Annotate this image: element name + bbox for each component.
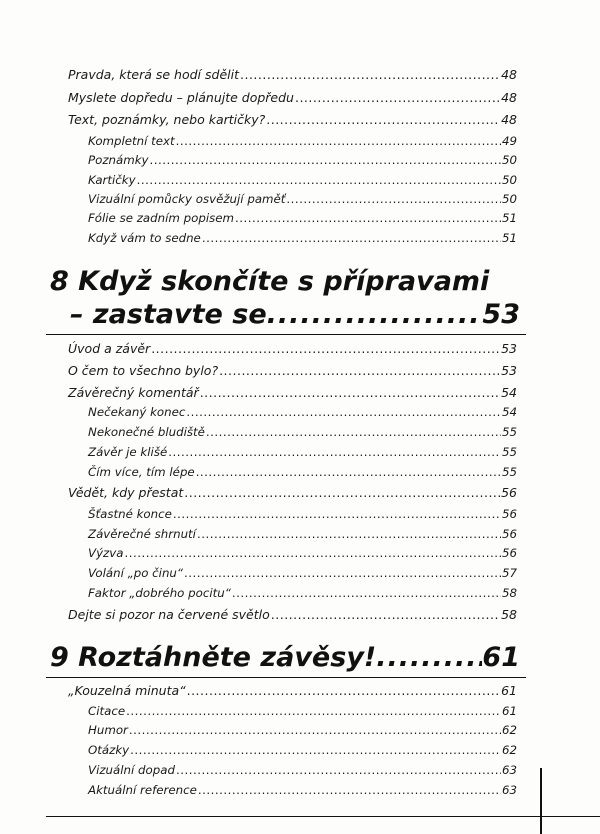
- toc-entry-title: Humor: [88, 723, 128, 737]
- toc-leader: [240, 67, 500, 83]
- toc-leader: [168, 444, 501, 460]
- toc-subentry[interactable]: [88, 585, 517, 601]
- toc-entry-title: Závěrečné shrnutí: [88, 527, 196, 541]
- toc-entry-title: Kartičky: [88, 173, 136, 187]
- toc-entry-page: 58: [501, 586, 517, 600]
- chapter-heading[interactable]: [50, 642, 520, 674]
- toc-entry-page: 56: [501, 527, 517, 541]
- toc-subentry[interactable]: [88, 526, 517, 542]
- toc-entry-page: 63: [501, 763, 517, 777]
- toc-entry-title: Myslete dopředu – plánujte dopředu: [68, 90, 294, 105]
- toc-leader: [184, 485, 500, 501]
- toc-entry-title: Vědět, kdy přestat: [68, 485, 184, 500]
- toc-subentry[interactable]: [88, 172, 517, 188]
- toc-subentry[interactable]: [88, 404, 517, 420]
- toc-leader: [197, 526, 501, 542]
- toc-entry[interactable]: [68, 683, 517, 699]
- toc-leader: [130, 742, 501, 758]
- toc-entry-title: Poznámky: [88, 153, 149, 167]
- toc-entry-page: 55: [501, 425, 517, 439]
- toc-entry-page: 54: [501, 405, 517, 419]
- toc-leader: [202, 230, 501, 246]
- toc-leader: [176, 133, 501, 149]
- toc-entry-title: Pravda, která se hodí sdělit: [68, 67, 239, 82]
- chapter-page: 61: [482, 642, 520, 673]
- toc-subentry[interactable]: [88, 152, 517, 168]
- toc-entry-title: Text, poznámky, nebo kartičky?: [68, 112, 266, 127]
- toc-subentry[interactable]: [88, 782, 517, 798]
- toc-leader: [295, 90, 500, 106]
- toc-entry-page: 48: [501, 90, 517, 105]
- chapter-rule: [46, 677, 526, 678]
- crop-mark-vertical: [540, 768, 542, 834]
- toc-entry-title: „Kouzelná minuta“: [68, 683, 186, 698]
- toc-leader: [219, 363, 500, 379]
- toc-leader: [206, 424, 501, 440]
- toc-entry-page: 51: [501, 231, 517, 245]
- toc-entry-title: O čem to všechno bylo?: [68, 363, 219, 378]
- toc-leader: [124, 545, 501, 561]
- toc-leader: [176, 762, 501, 778]
- toc-entry[interactable]: [68, 67, 517, 83]
- toc-entry-page: 61: [501, 683, 517, 698]
- chapter-subtitle: – zastavte se: [70, 299, 267, 330]
- toc-leader: [232, 585, 501, 601]
- toc-entry-page: 53: [501, 341, 517, 356]
- toc-entry[interactable]: [68, 485, 517, 501]
- toc-entry-page: 49: [501, 134, 517, 148]
- toc-leader: [198, 782, 501, 798]
- toc-entry-page: 53: [501, 363, 517, 378]
- toc-entry-page: 56: [501, 485, 517, 500]
- toc-entry-title: Vizuální dopad: [88, 763, 175, 777]
- toc-entry-title: Dejte si pozor na červené světlo: [68, 607, 270, 622]
- toc-subentry[interactable]: [88, 444, 517, 460]
- crop-mark-horizontal: [46, 816, 600, 817]
- toc-entry-page: 50: [501, 192, 517, 206]
- toc-subentry[interactable]: [88, 703, 517, 719]
- toc-entry-page: 51: [501, 211, 517, 225]
- toc-entry-title: Výzva: [88, 546, 124, 560]
- toc-leader: [173, 506, 501, 522]
- chapter-heading[interactable]: 8 Když skončíte s přípravami: [50, 266, 490, 297]
- toc-leader: [151, 341, 500, 357]
- toc-leader: [150, 152, 501, 168]
- toc-leader: [376, 642, 482, 674]
- toc-leader: [126, 703, 501, 719]
- toc-entry-title: Šťastné konce: [88, 507, 172, 521]
- toc-leader: [196, 464, 501, 480]
- toc-entry-page: 55: [501, 445, 517, 459]
- toc-leader: [286, 191, 501, 207]
- toc-entry-page: 55: [501, 465, 517, 479]
- toc-entry-title: Fólie se zadním popisem: [88, 211, 234, 225]
- toc-entry-page: 56: [501, 507, 517, 521]
- toc-subentry[interactable]: [88, 742, 517, 758]
- toc-entry-title: Volání „po činu“: [88, 566, 184, 580]
- toc-subentry[interactable]: [88, 565, 517, 581]
- toc-subentry[interactable]: [88, 722, 517, 738]
- chapter-page: 53: [482, 299, 520, 330]
- chapter-rule: [46, 334, 526, 335]
- toc-entry-page: 50: [501, 173, 517, 187]
- toc-entry-page: 48: [501, 67, 517, 82]
- toc-entry-page: 57: [501, 566, 517, 580]
- toc-leader: [137, 172, 501, 188]
- toc-leader: [266, 112, 500, 128]
- toc-entry-page: 48: [501, 112, 517, 127]
- toc-leader: [187, 683, 500, 699]
- toc-leader: [235, 210, 501, 226]
- toc-entry-title: Když vám to sedne: [88, 231, 201, 245]
- toc-leader: [129, 722, 501, 738]
- toc-entry-page: 63: [501, 783, 517, 797]
- toc-entry-title: Otázky: [88, 743, 130, 757]
- toc-entry[interactable]: [68, 341, 517, 357]
- toc-leader: [271, 607, 500, 623]
- toc-subentry[interactable]: [88, 230, 517, 246]
- toc-subentry[interactable]: [88, 210, 517, 226]
- toc-subentry[interactable]: [88, 133, 517, 149]
- toc-entry-page: 50: [501, 153, 517, 167]
- toc-entry-page: 54: [501, 385, 517, 400]
- toc-entry-title: Vizuální pomůcky osvěžují paměť: [88, 192, 286, 206]
- toc-leader: [267, 299, 483, 331]
- toc-entry-title: Úvod a závěr: [68, 341, 151, 356]
- toc-entry-page: 62: [501, 723, 517, 737]
- toc-entry-page: 56: [501, 546, 517, 560]
- toc-subentry[interactable]: [88, 762, 517, 778]
- toc-entry[interactable]: [68, 363, 517, 379]
- toc-leader: [186, 404, 501, 420]
- toc-entry-title: Závěr je klišé: [88, 445, 168, 459]
- toc-entry-title: Faktor „dobrého pocitu“: [88, 586, 231, 600]
- toc-subentry[interactable]: [88, 545, 517, 561]
- toc-subentry[interactable]: [88, 191, 517, 207]
- toc-entry-page: 61: [501, 704, 517, 718]
- toc-entry-title: Nečekaný konec: [88, 405, 186, 419]
- toc-subentry[interactable]: [88, 506, 517, 522]
- toc-entry[interactable]: [68, 112, 517, 128]
- toc-entry[interactable]: [68, 385, 517, 401]
- toc-entry-page: 62: [501, 743, 517, 757]
- chapter-title: 9 Roztáhněte závěsy!: [50, 642, 377, 673]
- toc-leader: [200, 385, 500, 401]
- toc-entry-page: 58: [501, 607, 517, 622]
- toc-entry-title: Závěrečný komentář: [68, 385, 199, 400]
- toc-entry-title: Čím více, tím lépe: [88, 465, 195, 479]
- toc-subentry[interactable]: [88, 464, 517, 480]
- toc-entry[interactable]: [68, 607, 517, 623]
- toc-entry-title: Nekonečné bludiště: [88, 425, 205, 439]
- toc-entry[interactable]: [68, 90, 517, 106]
- chapter-heading-continued[interactable]: [70, 299, 520, 331]
- toc-subentry[interactable]: [88, 424, 517, 440]
- toc-leader: [184, 565, 501, 581]
- toc-entry-title: Citace: [88, 704, 126, 718]
- toc-entry-title: Kompletní text: [88, 134, 175, 148]
- toc-entry-title: Aktuální reference: [88, 783, 197, 797]
